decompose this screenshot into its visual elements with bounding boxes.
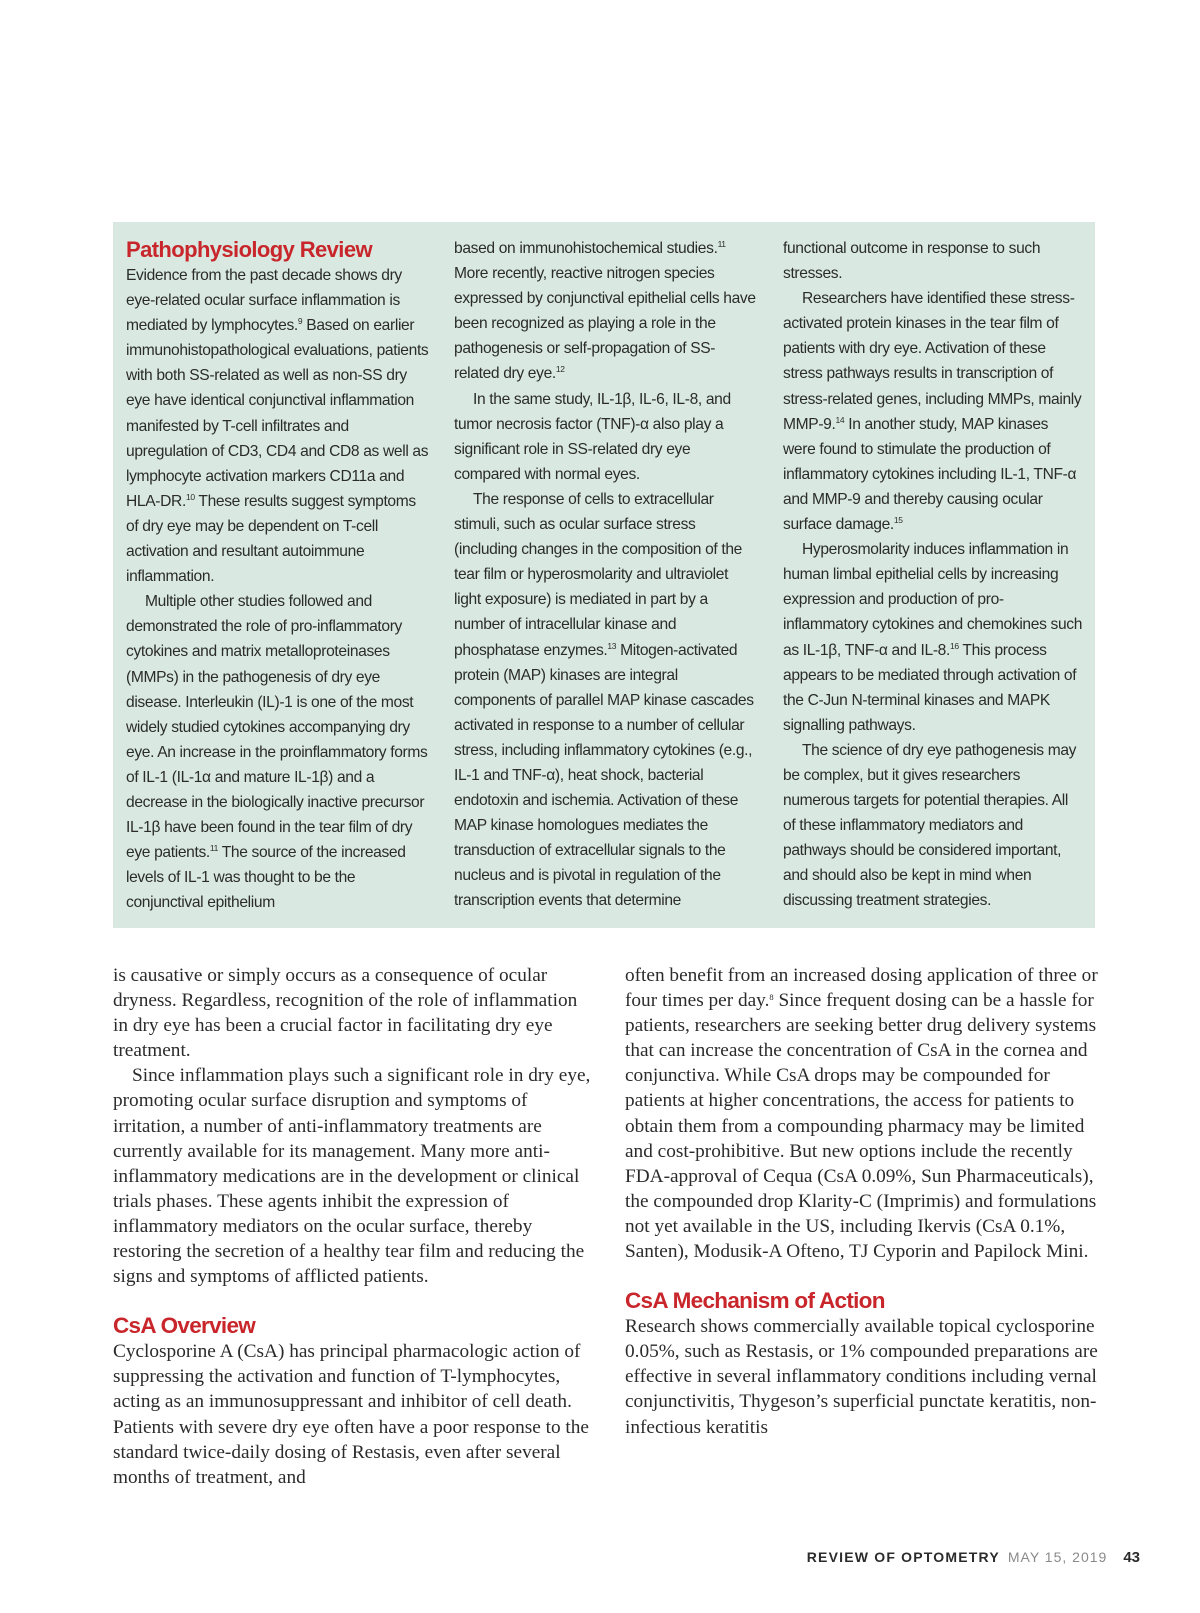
publication-name: REVIEW OF OPTOMETRY bbox=[806, 1549, 1000, 1565]
sidebar-column-2 bbox=[454, 236, 758, 914]
text-run: based on immunohistochemical studies. bbox=[454, 240, 718, 257]
body-paragraph: Research shows commercially available topical cyclosporine 0.05%, such as Restasis, or 1% compounded preparations are effective in several inflammatory conditions including vernal conjunctivitis, Thygeson’s superficial punctate keratitis, non-infectious keratitis bbox=[625, 1316, 1098, 1438]
text-run: Evidence from the past decade shows dry eye-related ocular surface inflammation is mediated by lymphocytes. bbox=[126, 267, 402, 335]
text-run: often benefit from an increased dosing application of three or four times per day. bbox=[625, 965, 1098, 1012]
sidebar-paragraph: In the same study, IL-1β, IL-6, IL-8, and tumor necrosis factor (TNF)-α also play a significant role in SS-related dry eye compared with normal eyes. bbox=[454, 390, 731, 483]
text-run: The source of the increased levels of IL-1 was thought to be the conjunctival epithelium bbox=[126, 844, 406, 912]
body-paragraph bbox=[625, 963, 1112, 1264]
issue-date: MAY 15, 2019 bbox=[1007, 1549, 1108, 1565]
reference-mark: 15 bbox=[893, 515, 903, 526]
sidebar-title: Pathophysiology Review bbox=[126, 237, 372, 262]
sidebar-paragraph bbox=[126, 589, 430, 915]
sidebar-paragraph bbox=[454, 236, 758, 387]
text-run: These results suggest symptoms of dry eye may be dependent on T-cell activation and resultant autoimmune inflammation. bbox=[126, 492, 416, 586]
body-paragraph: is causative or simply occurs as a consequence of ocular dryness. Regardless, recognition of the role of inflammation in dry eye has been a crucial factor in facilitating dry eye treatment. bbox=[113, 965, 578, 1062]
sidebar-column-3 bbox=[783, 236, 1083, 914]
sidebar-paragraph: functional outcome in response to such stresses. bbox=[783, 240, 1041, 283]
reference-mark: 13 bbox=[607, 640, 617, 651]
text-run: Based on earlier immunohistopathological evaluations, patients with both SS-related as well as non-SS dry eye have identical conjunctival inflammation manifested by T-cell infiltrates and upregulation of CD3, CD4 and CD8 as well as lymphocyte activation markers CD11a and HLA-DR. bbox=[126, 317, 429, 510]
reference-mark: 11 bbox=[717, 239, 726, 249]
reference-mark: 14 bbox=[835, 414, 845, 425]
sidebar-paragraph bbox=[783, 537, 1083, 738]
reference-mark: 12 bbox=[555, 364, 565, 375]
sidebar-box bbox=[113, 222, 1095, 928]
reference-mark: 10 bbox=[185, 491, 195, 502]
reference-mark: 16 bbox=[949, 640, 959, 651]
text-run: Hyperosmolarity induces inflammation in human limbal epithelial cells by increasing expression and production of pro-inflammatory cytokines and chemokines such as IL-1β, TNF-α and IL-8. bbox=[783, 541, 1083, 659]
page-footer bbox=[807, 1549, 1140, 1566]
reference-mark: 11 bbox=[209, 843, 218, 854]
text-run: Since frequent dosing can be a hassle for patients, researchers are seeking better drug delivery systems that can increase the concentration of CsA in the cornea and conjunctiva. While CsA drops may be compounded for patients at higher concentrations, the access for patients to obtain them from a compounding pharmacy may be limited and cost-prohibitive. But new options include the recently FDA-approval of Cequa (CsA 0.09%, Sun Pharmaceuticals), the compounded drop Klarity-C (Imprimis) and formulations not yet available in the US, including Ikervis (CsA 0.1%, Santen), Modusik-A Ofteno, TJ Cyporin and Papilock Mini. bbox=[625, 990, 1097, 1263]
sidebar-paragraph bbox=[783, 286, 1083, 537]
page-number: 43 bbox=[1123, 1549, 1140, 1566]
text-run: More recently, reactive nitrogen species expressed by conjunctival epithelial cells have been recognized as playing a role in the pathogenesis or self-propagation of SS-related dry eye. bbox=[454, 265, 756, 383]
sidebar-paragraph bbox=[454, 487, 758, 914]
body-column-1 bbox=[113, 963, 596, 1490]
sidebar-paragraph: The science of dry eye pathogenesis may be complex, but it gives researchers numerous targets for potential therapies. All of these inflammatory mediators and pathways should be considered important, and should also be kept in mind when discussing treatment strategies. bbox=[783, 741, 1077, 910]
body-paragraph: Since inflammation plays such a significant role in dry eye, promoting ocular surface disruption and symptoms of irritation, a number of anti-inflammatory treatments are currently available for its management. Many more anti-inflammatory medications are in the development or clinical trials phases. These agents inhibit the expression of inflammatory mediators on the ocular surface, thereby restoring the secretion of a healthy tear film and reducing the signs and symptoms of afflicted patients. bbox=[113, 1065, 591, 1288]
body-paragraph: Cyclosporine A (CsA) has principal pharmacologic action of suppressing the activation and function of T-lymphocytes, acting as an immunosuppressant and inhibitor of cell death. Patients with severe dry eye often have a poor response to the standard twice-daily dosing of Restasis, even after several months of treatment, and bbox=[113, 1341, 589, 1488]
text-run: Multiple other studies followed and demonstrated the role of pro-inflammatory cytokines and matrix metalloproteinases (MMPs) in the pathogenesis of dry eye disease. Interleukin (IL)-1 is one of the most widely studied cytokines accompanying dry eye. An increase in the proinflammatory forms of IL-1 (IL-1α and mature IL-1β) and a decrease in the biologically inactive precursor IL-1β have been found in the tear film of dry eye patients. bbox=[126, 593, 428, 862]
text-run: In another study, MAP kinases were found to stimulate the production of inflammatory cytokines including IL-1, TNF-α and MMP-9 and thereby causing ocular surface damage. bbox=[783, 415, 1077, 534]
section-heading-csa-overview: CsA Overview bbox=[113, 1313, 256, 1339]
text-run: The response of cells to extracellular stimuli, such as ocular surface stress (including changes in the composition of the tear film or hyperosmolarity and ultraviolet light exposure) is mediated in part by a number of intracellular kinase and phosphatase enzymes. bbox=[454, 490, 743, 659]
body-column-2 bbox=[625, 963, 1112, 1440]
sidebar-paragraph bbox=[126, 263, 430, 589]
text-run: Mitogen-activated protein (MAP) kinases are integral components of parallel MAP kinase cascades activated in response to a number of cellular stress, including inflammatory cytokines (e.g., IL-1 and TNF-α), heat shock, bacterial endotoxin and ischemia. Activation of these MAP kinase homologues mediates the transduction of extracellular signals to the nucleus and is pivotal in regulation of the transcription events that determine bbox=[454, 641, 754, 910]
reference-mark: 8 bbox=[769, 992, 774, 1003]
text-run: This process appears to be mediated through activation of the C-Jun N-terminal kinases and MAPK signalling pathways. bbox=[783, 641, 1077, 734]
sidebar-column-1 bbox=[126, 236, 430, 915]
text-run: Researchers have identified these stress-activated protein kinases in the tear film of patients with dry eye. Activation of these stress pathways results in transcription of stress-related genes, including MMPs, mainly MMP-9. bbox=[783, 290, 1082, 433]
reference-mark: 9 bbox=[297, 316, 303, 327]
section-heading-csa-mechanism: CsA Mechanism of Action bbox=[625, 1288, 885, 1314]
